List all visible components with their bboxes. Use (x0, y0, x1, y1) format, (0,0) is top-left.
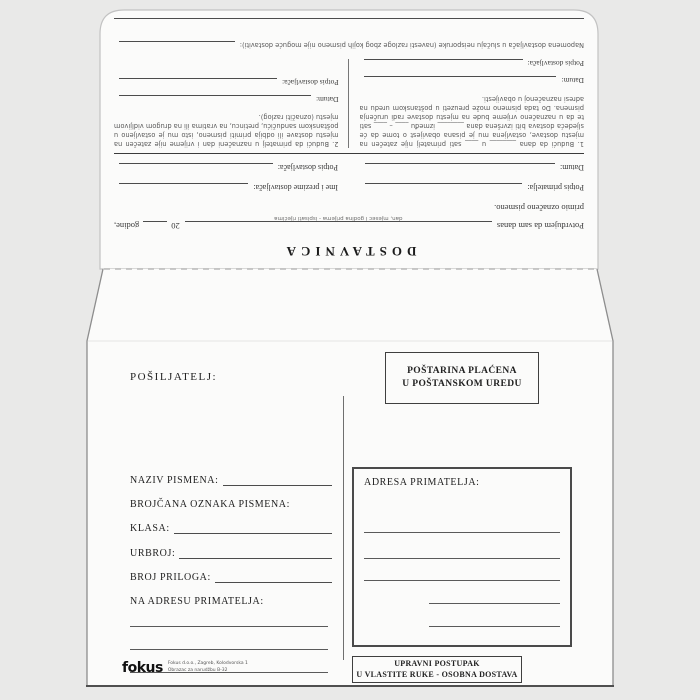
date-blank-line (185, 215, 492, 232)
dostavnica-title: DOSTAVNICA (281, 244, 417, 259)
field-label: KLASA: (130, 523, 170, 534)
fill-line (174, 522, 332, 534)
field-label: BROJČANA OZNAKA PISMENA: (130, 498, 290, 510)
adresa-primatelja-box (352, 467, 572, 647)
confirm-prefix: Potvrđujem da sam danas (496, 221, 584, 231)
document-fields (130, 474, 332, 619)
signature-row-2 (114, 163, 584, 174)
fill-line (215, 571, 332, 583)
field-broj-priloga (130, 571, 332, 583)
reason-column-2 (114, 59, 350, 148)
signature-row-1 (114, 183, 584, 194)
section-divider-rule (114, 153, 584, 154)
potpis-primatelja-label: Potpis primatelja: (527, 183, 584, 192)
printer-imprint (122, 660, 248, 676)
datum-label: Datum: (316, 94, 339, 104)
field-label: NAZIV PISMENA: (130, 475, 219, 486)
reason-column-1 (350, 59, 585, 148)
field-urbroj (130, 547, 332, 559)
handling-line-1: UPRAVNI POSTUPAK (394, 659, 480, 669)
potpis-dostavljaca-label: Potpis dostavljača: (277, 163, 338, 172)
address-line (364, 558, 560, 559)
handling-instructions-box (352, 656, 522, 683)
potpis-dostavljaca-label: Potpis dostavljača: (282, 77, 339, 87)
postage-line-1: POŠTARINA PLAĆENA (407, 366, 517, 377)
potpis-dostavljaca-line (119, 78, 277, 89)
blank-line (130, 627, 328, 650)
reason-1-paragraph: 1. Budući da dana ________ u ____ sati primatelj nije zatečen na mjestu dostave, ostavljena mu je pisana obavijest o tome da će sljedeća dostava biti izvršena dana ________ između ____ – ____ sati te da u naznačeno vrijeme bude na mjestu dostave radi uručenja pismena. Do tada pismeno može preuzeti u poštanskom uredu na adresi naznačenoj u obavijesti. (359, 94, 584, 148)
fill-line (223, 474, 333, 486)
reason-columns (114, 59, 584, 148)
confirm-row (114, 215, 584, 232)
napomena-label: Napomena dostavljača u slučaju neisporuke (navesti razloge zbog kojih pismeno nije moguće dostaviti): (239, 41, 584, 50)
potpis-dostavljaca-line (365, 59, 523, 70)
printer-info-line-2: Obrazac za narudžbu B-32 (167, 668, 228, 673)
datum-line (365, 163, 555, 174)
napomena-line (119, 41, 235, 52)
adresa-primatelja-label: ADRESA PRIMATELJA: (364, 477, 480, 488)
posiljatelj-label: POŠILJATELJ: (130, 371, 218, 383)
ime-dostavljaca-label: Ime i prezime dostavljača: (253, 183, 338, 192)
datum-label: Datum: (560, 163, 584, 172)
datum-label: Datum: (561, 76, 584, 86)
year-blank-line (143, 221, 167, 232)
blank-caption: dan, mjesec i godina prijema - ispisati riječima (274, 215, 403, 221)
printer-info (168, 661, 248, 675)
napomena-extra-line (114, 18, 584, 29)
postage-line-2: U POŠTANSKOM UREDU (402, 379, 522, 389)
field-naziv-pismena (130, 474, 332, 486)
address-line-short (429, 626, 560, 627)
handling-line-2: U VLASTITE RUKE - OSOBNA DOSTAVA (356, 669, 518, 679)
field-brojcana-oznaka (130, 499, 332, 510)
datum-line (365, 76, 557, 87)
dostavnica-form (100, 10, 598, 269)
blank-line (130, 604, 328, 627)
field-label: NA ADRESU PRIMATELJA: (130, 595, 264, 607)
napomena-row (114, 41, 584, 52)
field-label: BROJ PRILOGA: (130, 572, 211, 583)
field-klasa (130, 522, 332, 534)
confirm-line2: primio označeno pismeno. (494, 203, 584, 213)
potpis-dostavljaca-label: Potpis dostavljača: (527, 59, 584, 69)
address-line-short (429, 603, 560, 604)
postage-paid-box (385, 352, 539, 404)
fill-line (179, 547, 332, 559)
datum-line (119, 95, 311, 106)
printer-info-line-1: Fokus d.o.o., Zagreb, Kolodvorska 1 (167, 661, 248, 667)
address-line (364, 580, 560, 581)
reason-2-paragraph: 2. Budući da primatelj u naznačeni dan i vrijeme nije zatečen na mjestu dostave ili odbija primiti pismeno, isto mu je ostavljeno u poštanskom sandučiću, pretincu, na vratima ili na drugom vidljivom mjestu (označiti razlog). (114, 112, 339, 148)
ime-dostavljaca-line (119, 183, 248, 194)
center-divider-line (343, 396, 344, 660)
fokus-logo: fokus (122, 660, 163, 676)
potpis-dostavljaca-line (119, 163, 273, 174)
field-label: URBROJ: (130, 547, 176, 559)
confirm-suffix: godine, (114, 221, 140, 231)
potpis-primatelja-line (365, 183, 522, 194)
address-line (364, 532, 560, 533)
confirm-century: 20 (171, 221, 180, 231)
